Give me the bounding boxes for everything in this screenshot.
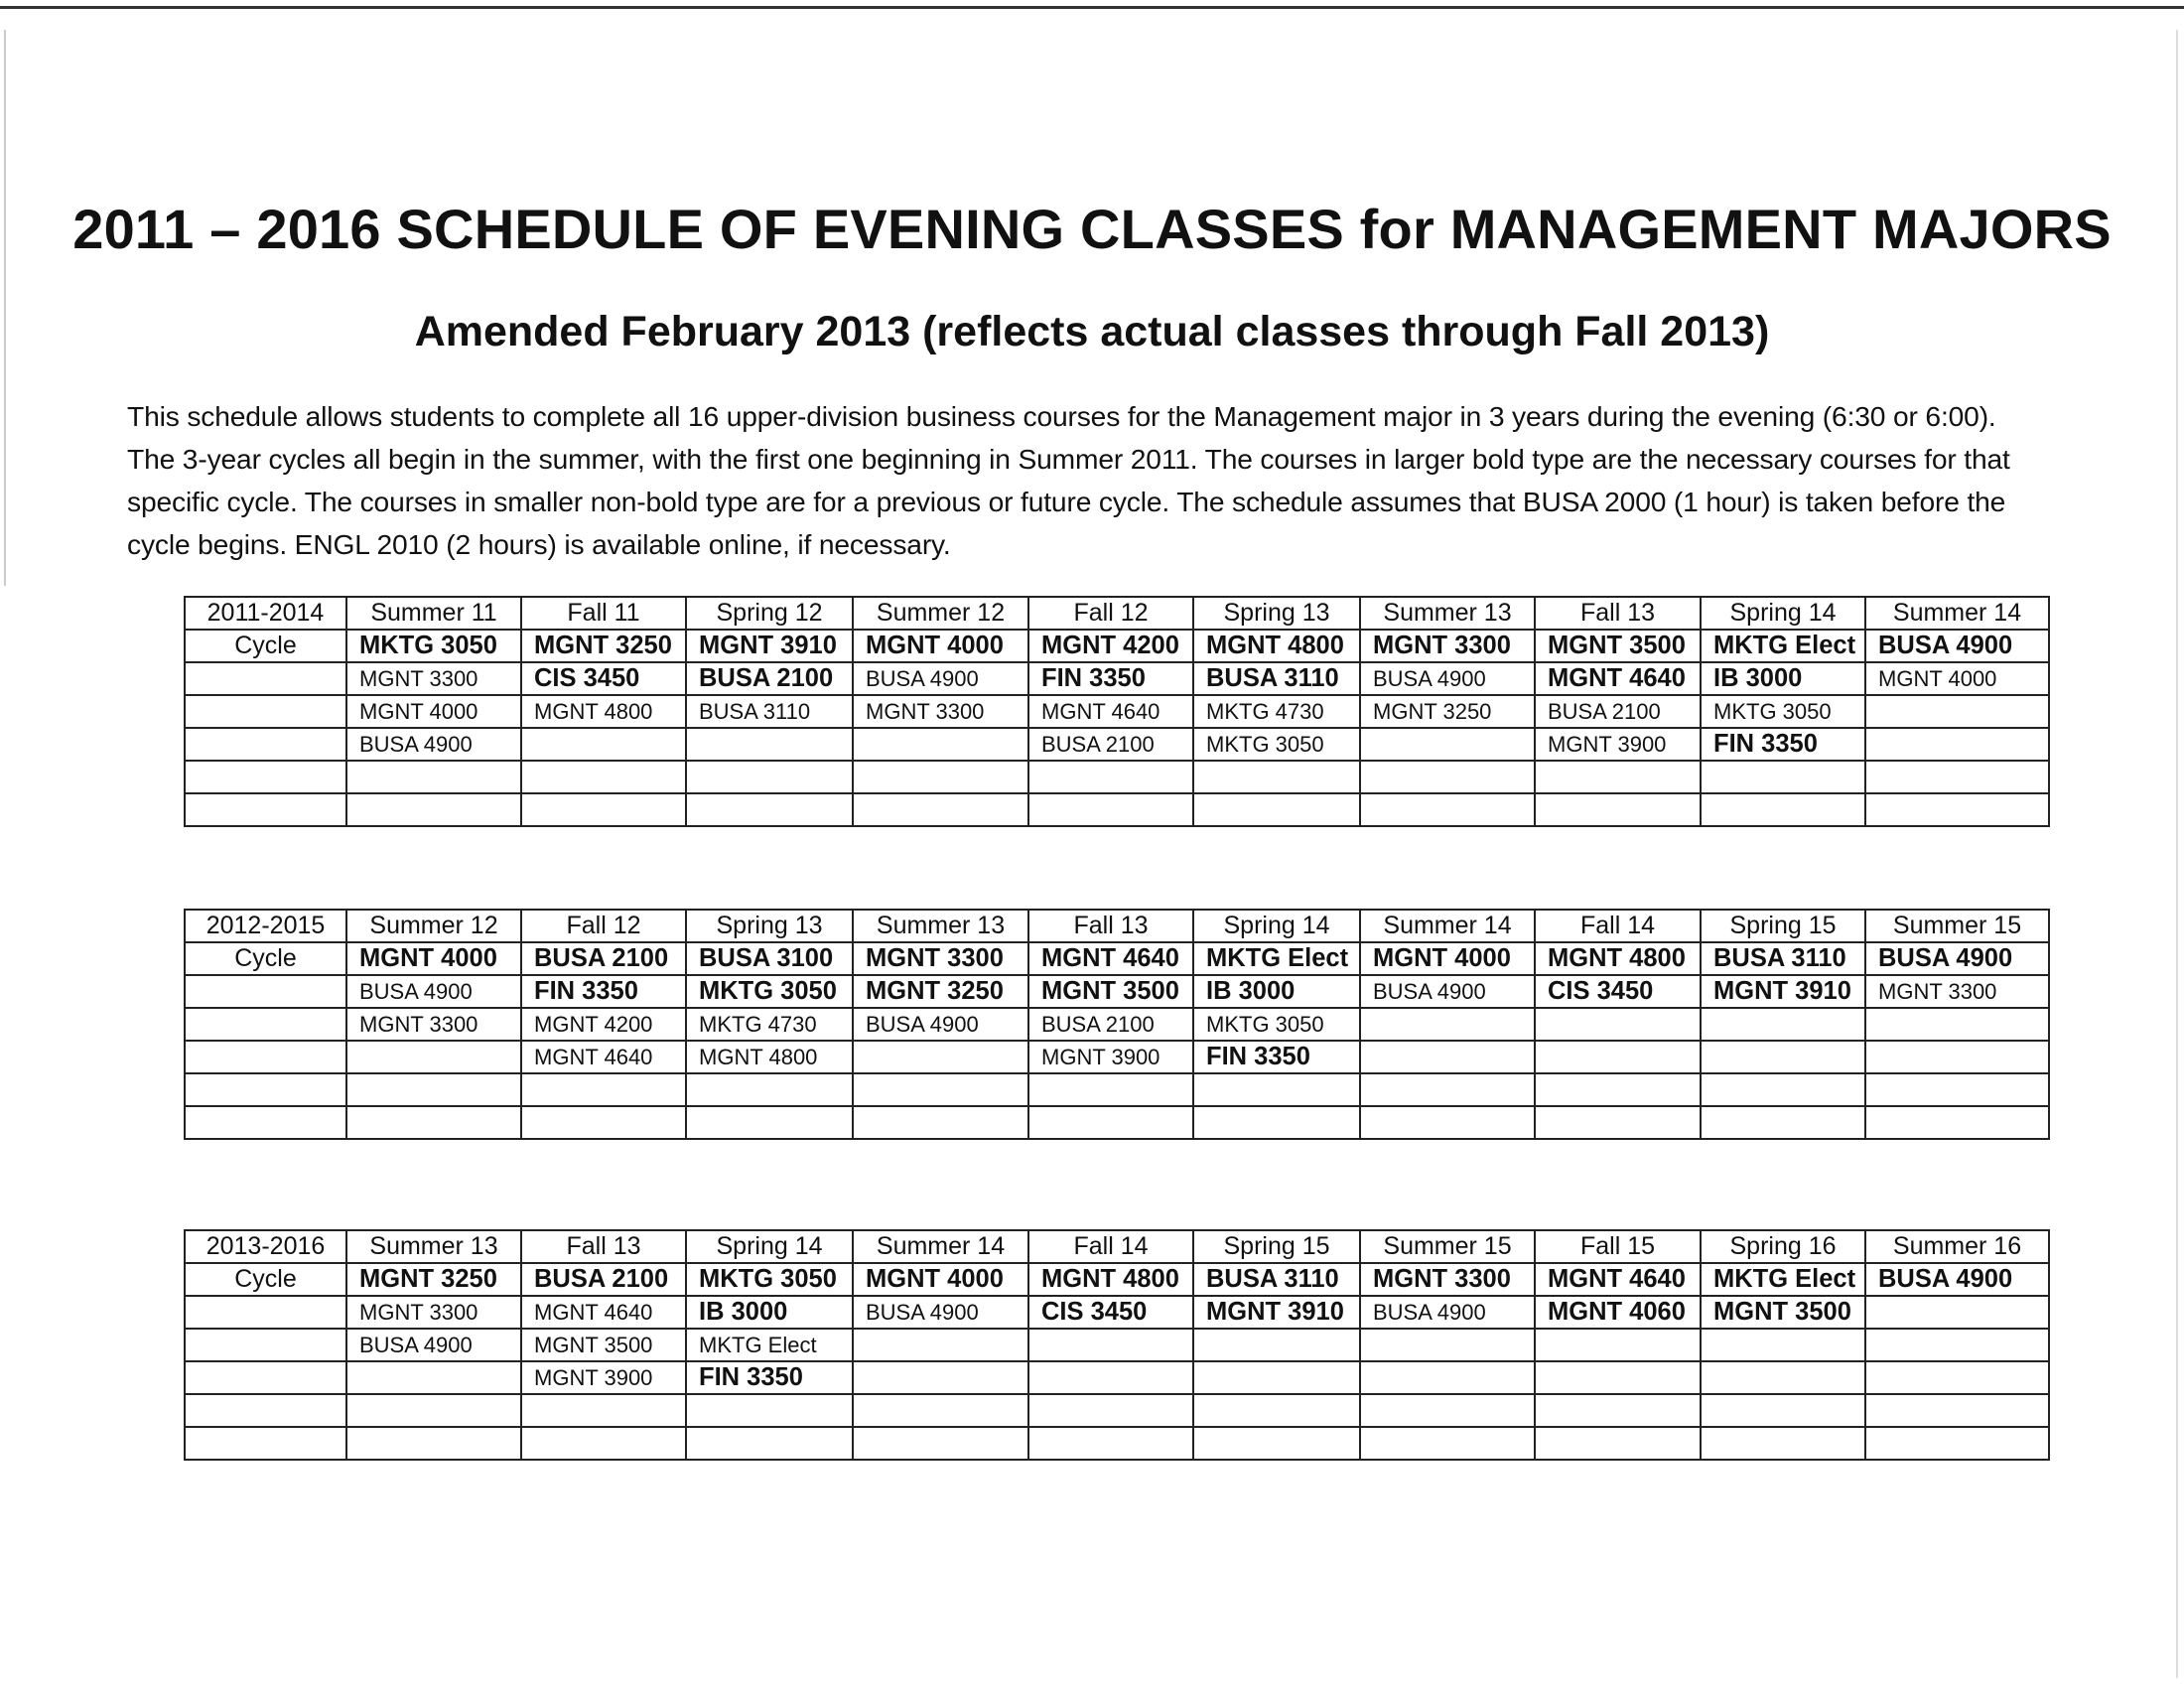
cycle-label: Cycle xyxy=(185,630,346,662)
empty-cell xyxy=(346,1073,521,1106)
required-course-cell: FIN 3350 xyxy=(521,975,686,1008)
schedule-table-2012-2015 xyxy=(184,909,2050,1140)
other-cycle-course-cell: BUSA 4900 xyxy=(853,1008,1028,1041)
other-cycle-course-cell: MGNT 4640 xyxy=(521,1296,686,1329)
course-row xyxy=(185,695,2049,728)
empty-cell xyxy=(1865,793,2049,826)
other-cycle-course-cell: MGNT 4640 xyxy=(1028,695,1193,728)
term-header: Summer 13 xyxy=(1360,597,1535,630)
other-cycle-course-cell: MKTG 3050 xyxy=(1701,695,1865,728)
required-course-cell: MGNT 4000 xyxy=(1360,942,1535,975)
empty-cell xyxy=(1865,695,2049,728)
empty-cell xyxy=(185,695,346,728)
empty-cell xyxy=(853,1329,1028,1361)
required-course-cell: CIS 3450 xyxy=(1535,975,1701,1008)
course-row xyxy=(185,1041,2049,1073)
other-cycle-course-cell: MGNT 4800 xyxy=(521,695,686,728)
empty-cell xyxy=(346,793,521,826)
empty-cell xyxy=(185,1073,346,1106)
required-course-cell: MGNT 4800 xyxy=(1193,630,1360,662)
required-course-cell: BUSA 4900 xyxy=(1865,1263,2049,1296)
empty-cell xyxy=(346,1394,521,1427)
intro-line: cycle begins. ENGL 2010 (2 hours) is available online, if necessary. xyxy=(127,528,951,560)
empty-cell xyxy=(1028,1394,1193,1427)
term-header: Fall 11 xyxy=(521,597,686,630)
course-row xyxy=(185,793,2049,826)
cycle-label: Cycle xyxy=(185,942,346,975)
term-header: Fall 13 xyxy=(1535,597,1701,630)
empty-cell xyxy=(1535,1073,1701,1106)
empty-cell xyxy=(521,761,686,793)
term-header: Fall 12 xyxy=(1028,597,1193,630)
empty-cell xyxy=(686,1073,853,1106)
empty-cell xyxy=(185,662,346,695)
empty-cell xyxy=(1701,1073,1865,1106)
required-course-cell: MGNT 3500 xyxy=(1701,1296,1865,1329)
empty-cell xyxy=(185,1427,346,1460)
empty-cell xyxy=(1360,1041,1535,1073)
term-header: Spring 14 xyxy=(1193,910,1360,942)
empty-cell xyxy=(686,793,853,826)
required-course-cell: MGNT 3910 xyxy=(1701,975,1865,1008)
empty-cell xyxy=(686,1427,853,1460)
other-cycle-course-cell: MGNT 4000 xyxy=(1865,662,2049,695)
other-cycle-course-cell: BUSA 4900 xyxy=(1360,975,1535,1008)
required-course-cell: MGNT 4060 xyxy=(1535,1296,1701,1329)
empty-cell xyxy=(1701,761,1865,793)
course-row xyxy=(185,1296,2049,1329)
other-cycle-course-cell: BUSA 3110 xyxy=(686,695,853,728)
empty-cell xyxy=(1535,1394,1701,1427)
empty-cell xyxy=(1701,1106,1865,1139)
empty-cell xyxy=(1360,1106,1535,1139)
empty-cell xyxy=(1028,1361,1193,1394)
empty-cell xyxy=(1360,793,1535,826)
empty-cell xyxy=(853,761,1028,793)
empty-cell xyxy=(686,728,853,761)
cycle-years-header: 2011-2014 xyxy=(185,597,346,630)
required-course-cell: MGNT 4000 xyxy=(853,1263,1028,1296)
empty-cell xyxy=(346,1427,521,1460)
intro-line: The 3-year cycles all begin in the summer, with the first one beginning in Summer 2011. The courses in larger bold type are the necessary courses for that xyxy=(127,443,2010,475)
course-row xyxy=(185,662,2049,695)
empty-cell xyxy=(521,728,686,761)
required-course-cell: MGNT 3910 xyxy=(686,630,853,662)
intro-line: This schedule allows students to complete all 16 upper-division business courses for the Management major in 3 years during the evening (6:30 or 6:00). xyxy=(127,400,1996,432)
empty-cell xyxy=(1701,1041,1865,1073)
term-header: Fall 14 xyxy=(1535,910,1701,942)
empty-cell xyxy=(346,1361,521,1394)
required-course-cell: FIN 3350 xyxy=(1028,662,1193,695)
course-row xyxy=(185,1427,2049,1460)
other-cycle-course-cell: MGNT 4000 xyxy=(346,695,521,728)
empty-cell xyxy=(1701,1394,1865,1427)
empty-cell xyxy=(185,1296,346,1329)
empty-cell xyxy=(1865,728,2049,761)
empty-cell xyxy=(853,1041,1028,1073)
cycle-label: Cycle xyxy=(185,1263,346,1296)
other-cycle-course-cell: MKTG Elect xyxy=(686,1329,853,1361)
empty-cell xyxy=(521,1073,686,1106)
empty-cell xyxy=(185,1394,346,1427)
other-cycle-course-cell: MGNT 3900 xyxy=(1535,728,1701,761)
course-row xyxy=(185,1361,2049,1394)
other-cycle-course-cell: BUSA 4900 xyxy=(853,662,1028,695)
empty-cell xyxy=(1028,1427,1193,1460)
term-header: Spring 14 xyxy=(686,1230,853,1263)
other-cycle-course-cell: MGNT 3300 xyxy=(346,1008,521,1041)
cycle-years-header: 2012-2015 xyxy=(185,910,346,942)
empty-cell xyxy=(1360,1073,1535,1106)
empty-cell xyxy=(1193,761,1360,793)
term-header: Summer 12 xyxy=(346,910,521,942)
required-course-cell: MGNT 3250 xyxy=(346,1263,521,1296)
term-header: Fall 13 xyxy=(521,1230,686,1263)
required-course-cell: MKTG 3050 xyxy=(686,975,853,1008)
empty-cell xyxy=(853,1427,1028,1460)
empty-cell xyxy=(1865,1394,2049,1427)
other-cycle-course-cell: BUSA 4900 xyxy=(1360,1296,1535,1329)
term-header-row xyxy=(185,910,2049,942)
empty-cell xyxy=(1865,1041,2049,1073)
empty-cell xyxy=(1193,1394,1360,1427)
empty-cell xyxy=(1193,793,1360,826)
empty-cell xyxy=(1865,1106,2049,1139)
empty-cell xyxy=(346,1041,521,1073)
other-cycle-course-cell: BUSA 4900 xyxy=(1360,662,1535,695)
empty-cell xyxy=(853,728,1028,761)
empty-cell xyxy=(185,1106,346,1139)
term-header: Summer 16 xyxy=(1865,1230,2049,1263)
empty-cell xyxy=(1028,1329,1193,1361)
empty-cell xyxy=(521,1394,686,1427)
other-cycle-course-cell: MKTG 4730 xyxy=(686,1008,853,1041)
right-edge-rule xyxy=(2176,30,2178,1678)
empty-cell xyxy=(1535,1008,1701,1041)
required-course-cell: MGNT 4800 xyxy=(1535,942,1701,975)
empty-cell xyxy=(1028,793,1193,826)
empty-cell xyxy=(1193,1329,1360,1361)
term-header: Spring 12 xyxy=(686,597,853,630)
other-cycle-course-cell: BUSA 2100 xyxy=(1028,1008,1193,1041)
term-header: Summer 15 xyxy=(1360,1230,1535,1263)
empty-cell xyxy=(1535,1329,1701,1361)
page-title: 2011 – 2016 SCHEDULE OF EVENING CLASSES for MANAGEMENT MAJORS xyxy=(72,198,2112,260)
empty-cell xyxy=(1701,1427,1865,1460)
empty-cell xyxy=(185,793,346,826)
empty-cell xyxy=(521,1106,686,1139)
empty-cell xyxy=(853,1361,1028,1394)
schedule-table-2011-2014 xyxy=(184,596,2050,827)
term-header: Summer 11 xyxy=(346,597,521,630)
empty-cell xyxy=(1865,1329,2049,1361)
required-course-cell: BUSA 3100 xyxy=(686,942,853,975)
required-course-cell: BUSA 2100 xyxy=(521,1263,686,1296)
required-course-cell: MGNT 3500 xyxy=(1028,975,1193,1008)
other-cycle-course-cell: MGNT 3500 xyxy=(521,1329,686,1361)
term-header: Fall 12 xyxy=(521,910,686,942)
empty-cell xyxy=(1193,1427,1360,1460)
course-row xyxy=(185,975,2049,1008)
empty-cell xyxy=(1360,1394,1535,1427)
required-course-cell: FIN 3350 xyxy=(1193,1041,1360,1073)
term-header: Summer 14 xyxy=(1360,910,1535,942)
other-cycle-course-cell: BUSA 4900 xyxy=(853,1296,1028,1329)
course-row xyxy=(185,761,2049,793)
empty-cell xyxy=(1865,761,2049,793)
empty-cell xyxy=(185,1329,346,1361)
other-cycle-course-cell: MGNT 3900 xyxy=(521,1361,686,1394)
page-subtitle: Amended February 2013 (reflects actual classes through Fall 2013) xyxy=(414,308,1770,355)
empty-cell xyxy=(853,1106,1028,1139)
required-course-cell: MGNT 3500 xyxy=(1535,630,1701,662)
term-header: Summer 14 xyxy=(1865,597,2049,630)
required-course-cell: MGNT 3300 xyxy=(853,942,1028,975)
required-course-cell: FIN 3350 xyxy=(686,1361,853,1394)
other-cycle-course-cell: MGNT 3250 xyxy=(1360,695,1535,728)
empty-cell xyxy=(1360,1008,1535,1041)
required-course-cell: MGNT 4640 xyxy=(1535,1263,1701,1296)
term-header: Spring 14 xyxy=(1701,597,1865,630)
empty-cell xyxy=(853,793,1028,826)
empty-cell xyxy=(1701,1008,1865,1041)
empty-cell xyxy=(1360,1361,1535,1394)
required-course-cell: MGNT 3910 xyxy=(1193,1296,1360,1329)
empty-cell xyxy=(1360,1329,1535,1361)
empty-cell xyxy=(686,1394,853,1427)
other-cycle-course-cell: BUSA 2100 xyxy=(1028,728,1193,761)
required-course-cell: CIS 3450 xyxy=(1028,1296,1193,1329)
empty-cell xyxy=(185,728,346,761)
required-course-cell: BUSA 2100 xyxy=(521,942,686,975)
other-cycle-course-cell: MGNT 3300 xyxy=(346,662,521,695)
required-course-cell: FIN 3350 xyxy=(1701,728,1865,761)
required-course-cell: BUSA 3110 xyxy=(1701,942,1865,975)
term-header-row xyxy=(185,1230,2049,1263)
empty-cell xyxy=(185,1008,346,1041)
term-header: Spring 13 xyxy=(1193,597,1360,630)
empty-cell xyxy=(521,793,686,826)
required-course-cell: IB 3000 xyxy=(1701,662,1865,695)
course-row xyxy=(185,1073,2049,1106)
empty-cell xyxy=(185,761,346,793)
schedule-table-2013-2016 xyxy=(184,1229,2050,1461)
required-course-cell: MKTG Elect xyxy=(1701,1263,1865,1296)
required-course-cell: MKTG 3050 xyxy=(686,1263,853,1296)
required-course-cell: IB 3000 xyxy=(686,1296,853,1329)
required-course-cell: MKTG Elect xyxy=(1701,630,1865,662)
required-course-cell: MGNT 4200 xyxy=(1028,630,1193,662)
other-cycle-course-cell: MGNT 4800 xyxy=(686,1041,853,1073)
cycle-years-header: 2013-2016 xyxy=(185,1230,346,1263)
course-row xyxy=(185,630,2049,662)
empty-cell xyxy=(185,1041,346,1073)
required-course-cell: IB 3000 xyxy=(1193,975,1360,1008)
empty-cell xyxy=(1535,761,1701,793)
required-course-cell: MGNT 3300 xyxy=(1360,1263,1535,1296)
other-cycle-course-cell: BUSA 4900 xyxy=(346,1329,521,1361)
required-course-cell: MKTG Elect xyxy=(1193,942,1360,975)
empty-cell xyxy=(853,1394,1028,1427)
empty-cell xyxy=(1535,1106,1701,1139)
required-course-cell: MKTG 3050 xyxy=(346,630,521,662)
required-course-cell: BUSA 3110 xyxy=(1193,662,1360,695)
required-course-cell: MGNT 3250 xyxy=(521,630,686,662)
other-cycle-course-cell: BUSA 4900 xyxy=(346,975,521,1008)
other-cycle-course-cell: MGNT 3900 xyxy=(1028,1041,1193,1073)
empty-cell xyxy=(1360,1427,1535,1460)
empty-cell xyxy=(1865,1073,2049,1106)
empty-cell xyxy=(185,1361,346,1394)
empty-cell xyxy=(853,1073,1028,1106)
other-cycle-course-cell: MKTG 3050 xyxy=(1193,1008,1360,1041)
empty-cell xyxy=(1865,1427,2049,1460)
term-header: Summer 13 xyxy=(853,910,1028,942)
other-cycle-course-cell: MGNT 4640 xyxy=(521,1041,686,1073)
required-course-cell: MGNT 4000 xyxy=(346,942,521,975)
empty-cell xyxy=(686,1106,853,1139)
empty-cell xyxy=(1360,728,1535,761)
term-header: Fall 15 xyxy=(1535,1230,1701,1263)
term-header: Summer 15 xyxy=(1865,910,2049,942)
empty-cell xyxy=(1535,793,1701,826)
term-header: Fall 13 xyxy=(1028,910,1193,942)
course-row xyxy=(185,1106,2049,1139)
required-course-cell: MGNT 4000 xyxy=(853,630,1028,662)
course-row xyxy=(185,1394,2049,1427)
required-course-cell: CIS 3450 xyxy=(521,662,686,695)
required-course-cell: BUSA 2100 xyxy=(686,662,853,695)
empty-cell xyxy=(1535,1361,1701,1394)
required-course-cell: MGNT 4640 xyxy=(1028,942,1193,975)
term-header: Spring 15 xyxy=(1701,910,1865,942)
empty-cell xyxy=(1865,1361,2049,1394)
other-cycle-course-cell: MGNT 3300 xyxy=(853,695,1028,728)
other-cycle-course-cell: BUSA 4900 xyxy=(346,728,521,761)
required-course-cell: MGNT 3250 xyxy=(853,975,1028,1008)
required-course-cell: MGNT 4640 xyxy=(1535,662,1701,695)
empty-cell xyxy=(1535,1041,1701,1073)
course-row xyxy=(185,1008,2049,1041)
other-cycle-course-cell: MGNT 4200 xyxy=(521,1008,686,1041)
course-row xyxy=(185,1263,2049,1296)
empty-cell xyxy=(346,1106,521,1139)
empty-cell xyxy=(1193,1106,1360,1139)
empty-cell xyxy=(1193,1361,1360,1394)
term-header-row xyxy=(185,597,2049,630)
empty-cell xyxy=(521,1427,686,1460)
term-header: Spring 13 xyxy=(686,910,853,942)
empty-cell xyxy=(1028,1073,1193,1106)
top-edge-rule xyxy=(0,6,2184,9)
term-header: Spring 15 xyxy=(1193,1230,1360,1263)
other-cycle-course-cell: MKTG 4730 xyxy=(1193,695,1360,728)
required-course-cell: MGNT 3300 xyxy=(1360,630,1535,662)
other-cycle-course-cell: MGNT 3300 xyxy=(346,1296,521,1329)
term-header: Summer 12 xyxy=(853,597,1028,630)
empty-cell xyxy=(1028,1106,1193,1139)
required-course-cell: BUSA 4900 xyxy=(1865,630,2049,662)
empty-cell xyxy=(1360,761,1535,793)
intro-paragraph xyxy=(127,395,2063,566)
course-row xyxy=(185,942,2049,975)
course-row xyxy=(185,728,2049,761)
empty-cell xyxy=(1535,1427,1701,1460)
term-header: Summer 13 xyxy=(346,1230,521,1263)
course-row xyxy=(185,1329,2049,1361)
empty-cell xyxy=(1701,793,1865,826)
required-course-cell: BUSA 3110 xyxy=(1193,1263,1360,1296)
other-cycle-course-cell: BUSA 2100 xyxy=(1535,695,1701,728)
term-header: Fall 14 xyxy=(1028,1230,1193,1263)
empty-cell xyxy=(1028,761,1193,793)
required-course-cell: MGNT 4800 xyxy=(1028,1263,1193,1296)
empty-cell xyxy=(1701,1361,1865,1394)
empty-cell xyxy=(1701,1329,1865,1361)
term-header: Summer 14 xyxy=(853,1230,1028,1263)
empty-cell xyxy=(185,975,346,1008)
other-cycle-course-cell: MKTG 3050 xyxy=(1193,728,1360,761)
empty-cell xyxy=(346,761,521,793)
empty-cell xyxy=(1865,1008,2049,1041)
required-course-cell: BUSA 4900 xyxy=(1865,942,2049,975)
intro-line: specific cycle. The courses in smaller non-bold type are for a previous or future cycle. The schedule assumes that BUSA 2000 (1 hour) is taken before the xyxy=(127,486,2006,517)
empty-cell xyxy=(686,761,853,793)
empty-cell xyxy=(1865,1296,2049,1329)
empty-cell xyxy=(1193,1073,1360,1106)
term-header: Spring 16 xyxy=(1701,1230,1865,1263)
other-cycle-course-cell: MGNT 3300 xyxy=(1865,975,2049,1008)
